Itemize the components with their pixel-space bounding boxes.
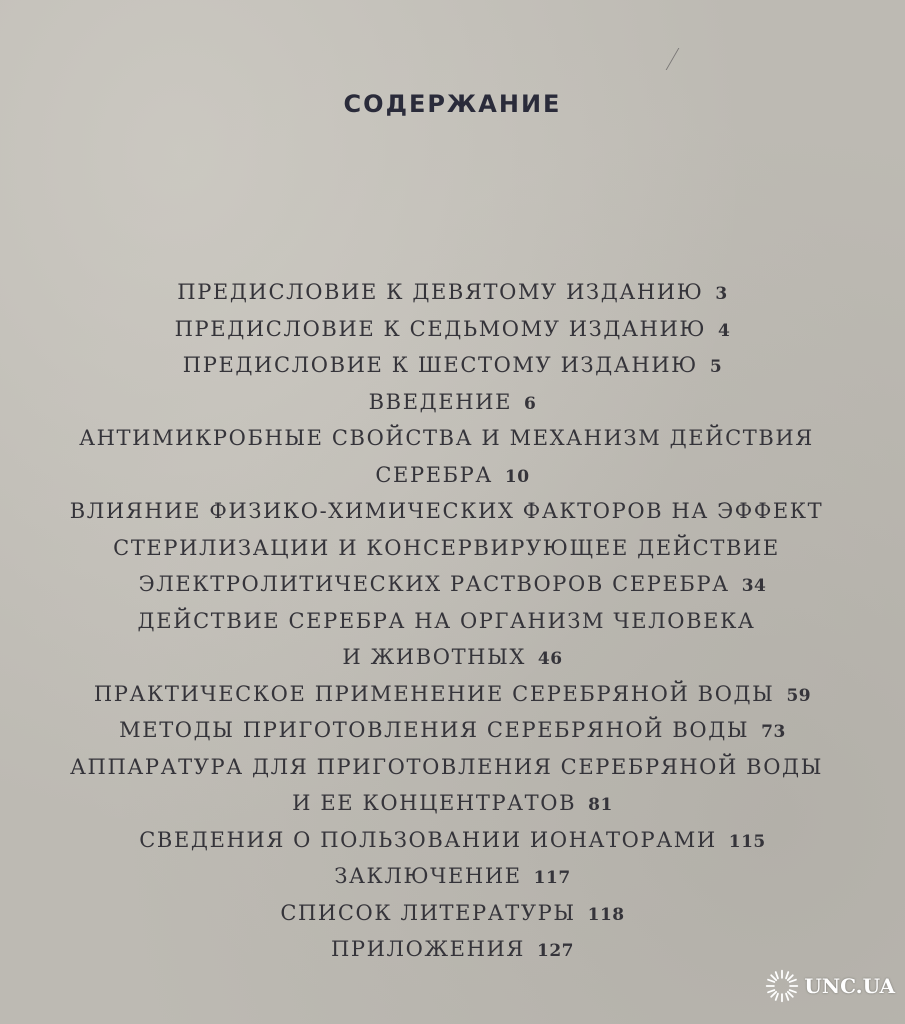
toc-line <box>0 311 905 348</box>
toc-line <box>0 420 905 457</box>
toc-line-text: МЕТОДЫ ПРИГОТОВЛЕНИЯ СЕРЕБРЯНОЙ ВОДЫ <box>119 718 750 742</box>
toc-line <box>0 603 905 640</box>
toc-line <box>0 274 905 311</box>
toc-line-text: СВЕДЕНИЯ О ПОЛЬЗОВАНИИ ИОНАТОРАМИ <box>139 827 717 852</box>
toc-line-text: ПРАКТИЧЕСКОЕ ПРИМЕНЕНИЕ СЕРЕБРЯНОЙ ВОДЫ <box>93 681 775 706</box>
toc-page-number: 59 <box>786 685 812 706</box>
table-of-contents <box>0 274 905 968</box>
toc-page-number: 4 <box>718 320 731 341</box>
toc-page-number: 117 <box>533 868 571 888</box>
toc-line-text: ДЕЙСТВИЕ СЕРЕБРА НА ОРГАНИЗМ ЧЕЛОВЕКА <box>137 608 756 633</box>
toc-line-text: ПРЕДИСЛОВИЕ К СЕДЬМОМУ ИЗДАНИЮ <box>174 316 707 341</box>
toc-line <box>0 712 905 749</box>
toc-page-number: 5 <box>709 357 723 377</box>
toc-page-number: 46 <box>537 649 563 669</box>
toc-line <box>0 785 905 822</box>
toc-page-number: 115 <box>728 831 766 852</box>
toc-line-text: ЭЛЕКТРОЛИТИЧЕСКИХ РАСТВОРОВ СЕРЕБРА <box>138 572 730 596</box>
toc-line-text: СПИСОК ЛИТЕРАТУРЫ <box>280 900 576 925</box>
toc-page-number: 73 <box>761 722 786 742</box>
toc-line-text: ЗАКЛЮЧЕНИЕ <box>334 864 522 888</box>
toc-line <box>0 457 905 494</box>
toc-line-text: АНТИМИКРОБНЫЕ СВОЙСТВА И МЕХАНИЗМ ДЕЙСТВИЯ <box>79 426 814 450</box>
toc-line <box>0 822 905 859</box>
toc-line <box>0 676 905 713</box>
toc-line <box>0 530 905 567</box>
toc-line <box>0 639 905 676</box>
toc-page-number: 81 <box>588 795 613 815</box>
toc-line <box>0 895 905 932</box>
toc-line <box>0 384 905 421</box>
sunburst-logo-icon <box>764 968 800 1004</box>
toc-line-text: ПРИЛОЖЕНИЯ <box>330 937 525 961</box>
toc-line-text: СТЕРИЛИЗАЦИИ И КОНСЕРВИРУЮЩЕЕ ДЕЙСТВИЕ <box>113 535 780 560</box>
toc-line <box>0 858 905 895</box>
toc-page-number: 3 <box>715 284 728 304</box>
toc-line-text: ПРЕДИСЛОВИЕ К ДЕВЯТОМУ ИЗДАНИЮ <box>177 280 704 304</box>
watermark-text: UNC.UA <box>804 974 895 998</box>
toc-page-number: 10 <box>504 466 530 487</box>
toc-page-number: 118 <box>587 904 625 925</box>
toc-page-number: 34 <box>741 576 767 596</box>
paper-scratch-mark <box>666 48 694 70</box>
toc-line <box>0 347 905 384</box>
toc-line-text: И ЕЕ КОНЦЕНТРАТОВ <box>292 791 577 815</box>
page-title: СОДЕРЖАНИЕ <box>343 90 562 119</box>
toc-line <box>0 931 905 968</box>
toc-line-text: СЕРЕБРА <box>375 462 493 487</box>
toc-page-number: 6 <box>524 393 537 414</box>
toc-line <box>0 566 905 603</box>
toc-line-text: ВЛИЯНИЕ ФИЗИКО-ХИМИЧЕСКИХ ФАКТОРОВ НА ЭФФЕКТ <box>69 499 824 523</box>
toc-line-text: И ЖИВОТНЫХ <box>342 645 526 669</box>
toc-page-number: 127 <box>537 941 574 961</box>
toc-line <box>0 493 905 530</box>
toc-line-text: ПРЕДИСЛОВИЕ К ШЕСТОМУ ИЗДАНИЮ <box>182 353 698 377</box>
toc-line-text: АППАРАТУРА ДЛЯ ПРИГОТОВЛЕНИЯ СЕРЕБРЯНОЙ ВОДЫ <box>70 754 823 779</box>
toc-line <box>0 749 905 786</box>
toc-line-text: ВВЕДЕНИЕ <box>368 389 512 414</box>
site-watermark <box>764 968 895 1004</box>
